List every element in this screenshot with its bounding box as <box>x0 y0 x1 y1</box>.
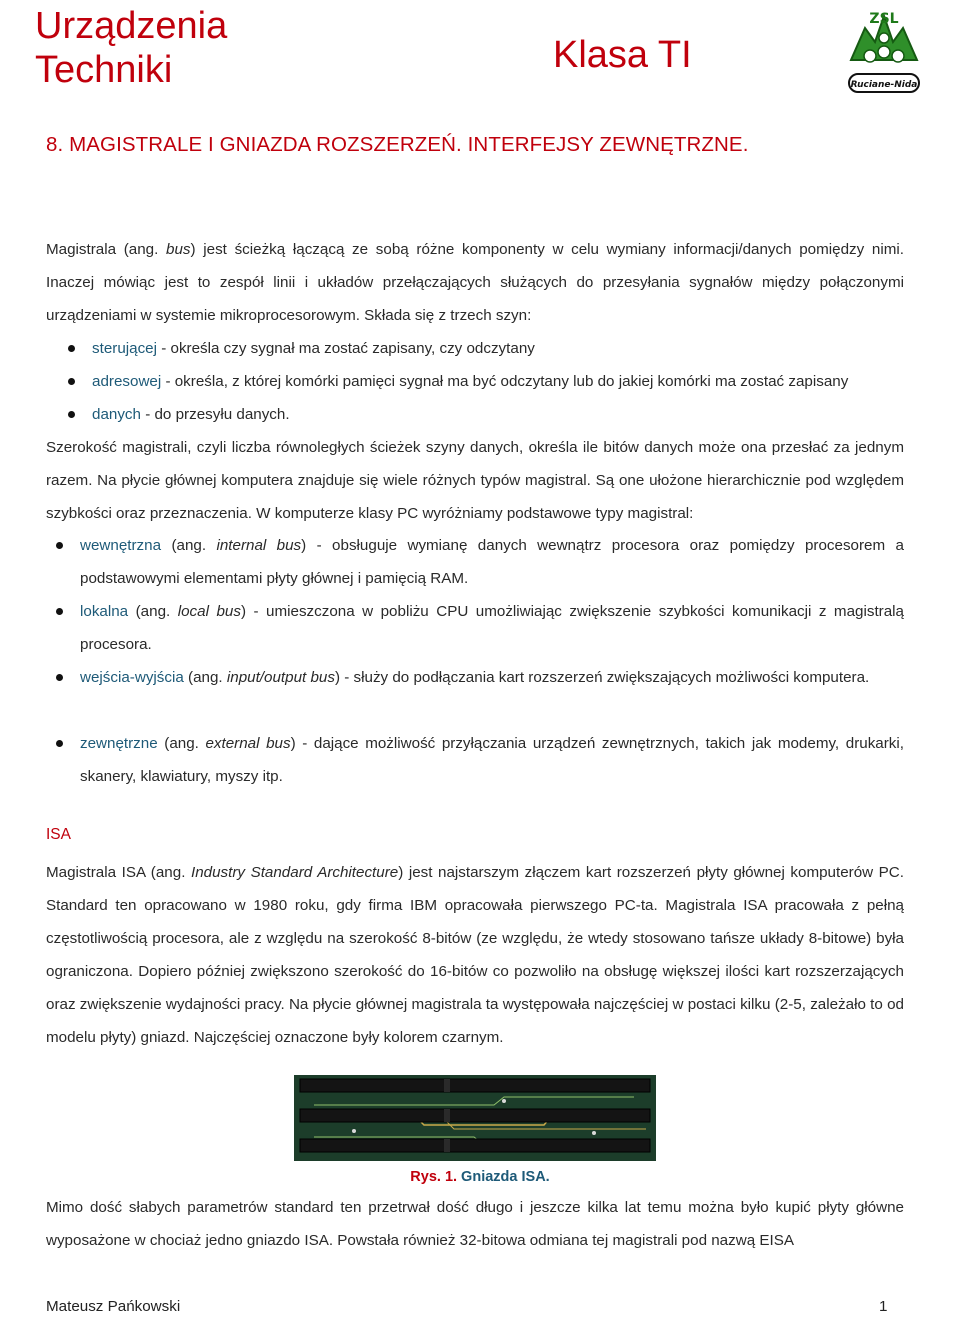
type-term: zewnętrzne <box>80 735 158 752</box>
type-desc: ) - obsługuje wymianę danych wewnątrz procesora oraz pomiędzy procesorem a podstawowymi elementami płyty głównej i pamięcią RAM. <box>80 537 904 587</box>
intro-text-a: Magistrala (ang. <box>46 241 167 258</box>
type-ang: (ang. <box>161 537 217 554</box>
bullet-dot <box>56 740 63 747</box>
section-heading-isa: ISA <box>46 826 71 843</box>
bus-desc: - określa, z której komórki pamięci sygnał ma być odczytany lub do jakiej komórki ma zostać zapisany <box>161 373 849 390</box>
width-paragraph: Szerokość magistrali, czyli liczba równoległych ścieżek szyny danych, określa ile bitów danych może ona przesłać za jednym razem. Na płycie głównej komputera znajduje się wiele różnych typów magistral. Są one ułożone hierarchicznie pod względem szybkości oraz przeznaczenia. W komputerze klasy PC wyróżniamy podstawowe typy magistral: <box>46 439 904 522</box>
type-ang: (ang. <box>183 669 227 686</box>
class-label: Klasa TI <box>553 34 692 76</box>
type-desc: ) - dające możliwość przyłączania urządzeń zewnętrznych, takich jak modemy, drukarki, skanery, klawiatury, myszy itp. <box>80 735 904 785</box>
bullet-dot <box>68 378 75 385</box>
header-title <box>35 4 227 92</box>
figure-caption <box>0 1161 960 1193</box>
logo-text-top: ZSL <box>869 11 899 27</box>
page-number: 1 <box>879 1298 888 1315</box>
chapter-title: 8. MAGISTRALE I GNIAZDA ROZSZERZEŃ. INTERFEJSY ZEWNĘTRZNE. <box>46 133 749 156</box>
footer-author: Mateusz Pańkowski <box>46 1298 181 1315</box>
isa-text-en: Industry Standard Architecture <box>190 864 399 881</box>
type-desc: ) - umieszczona w pobliżu CPU umożliwiając zwiększenie szybkości komunikacji z magistralą procesora. <box>80 603 904 653</box>
logo-text-bottom: Ruciane-Nida <box>850 80 918 90</box>
type-item-external <box>80 727 904 793</box>
figure-title: Gniazda ISA. <box>457 1169 550 1185</box>
type-term: wewnętrzna <box>80 537 162 554</box>
type-item-local <box>80 595 904 661</box>
bus-item-data <box>92 398 907 431</box>
header-title-line1: Urządzenia <box>35 5 228 47</box>
bus-item-address <box>92 365 907 398</box>
bus-term: adresowej <box>92 373 162 390</box>
type-ang: (ang. <box>157 735 206 752</box>
figure-label: Rys. 1. <box>410 1169 458 1185</box>
isa-paragraph <box>46 856 904 1054</box>
isa-after-paragraph: Mimo dość słabych parametrów standard ten przetrwał dość długo i jeszcze kilka lat temu można było kupić płyty główne wyposażone w chociaż jedno gniazdo ISA. Powstała również 32-bitowa odmiana tej magistrali pod nazwą EISA <box>46 1199 904 1249</box>
isa-text-a: Magistrala ISA (ang. <box>46 864 191 881</box>
type-item-internal <box>80 529 904 595</box>
bus-desc: - określa czy sygnał ma zostać zapisany, czy odczytany <box>157 340 535 357</box>
intro-paragraph <box>46 233 904 332</box>
bus-desc: - do przesyłu danych. <box>140 406 290 423</box>
bullet-dot <box>68 411 75 418</box>
bullet-dot <box>56 542 63 549</box>
type-en: local bus <box>177 603 241 620</box>
type-item-io <box>80 661 904 694</box>
type-term: lokalna <box>80 603 129 620</box>
type-term: wejścia-wyjścia <box>80 669 184 686</box>
bus-term: danych <box>92 406 141 423</box>
type-desc: ) - służy do podłączania kart rozszerzeń zwiększających możliwości komputera. <box>334 669 870 686</box>
bullet-dot <box>68 345 75 352</box>
school-logo-icon <box>845 8 923 96</box>
intro-text-bus: bus <box>166 241 191 258</box>
type-en: external bus <box>205 735 291 752</box>
isa-text-c: ) jest najstarszym złączem kart rozszerzeń płyty głównej komputerów PC. Standard ten opracowano w 1980 roku, gdy firma IBM opracowała pierwszego PC-ta. Magistrala ISA pracowała z pełną częstotliwością procesora, ale z względu na szerokość 8-bitów (ze względu, że wtedy stosowano tańsze układy 8-bitowe) była ograniczona. Dopiero później zwiększono szerokość do 16-bitów co pozwoliło na obsługę większej ilości kart rozszerzających oraz zwiększenie wydajności pracy. Na płycie głównej magistrala ta występowała najczęściej w postaci kilku (2-5, zależało to od modelu płyty) gniazd. Najczęściej oznaczone były kolorem czarnym. <box>46 864 904 1046</box>
intro-text-c: ) jest ścieżką łączącą ze sobą różne komponenty w celu wymiany informacji/danych pomiędzy nimi. Inaczej mówiąc jest to zespół linii i układów przełączających służących do przesyłania sygnałów między połączonymi urządzeniami w systemie mikroprocesorowym. Składa się z trzech szyn: <box>46 241 904 324</box>
bus-term: sterującej <box>92 340 157 357</box>
header-title-line2: Techniki <box>35 49 173 91</box>
type-en: internal bus <box>216 537 302 554</box>
isa-slots-image <box>294 1075 656 1161</box>
bullet-dot <box>56 608 63 615</box>
type-en: input/output bus <box>226 669 335 686</box>
bullet-dot <box>56 674 63 681</box>
type-ang: (ang. <box>128 603 178 620</box>
bus-item-control <box>92 332 907 365</box>
